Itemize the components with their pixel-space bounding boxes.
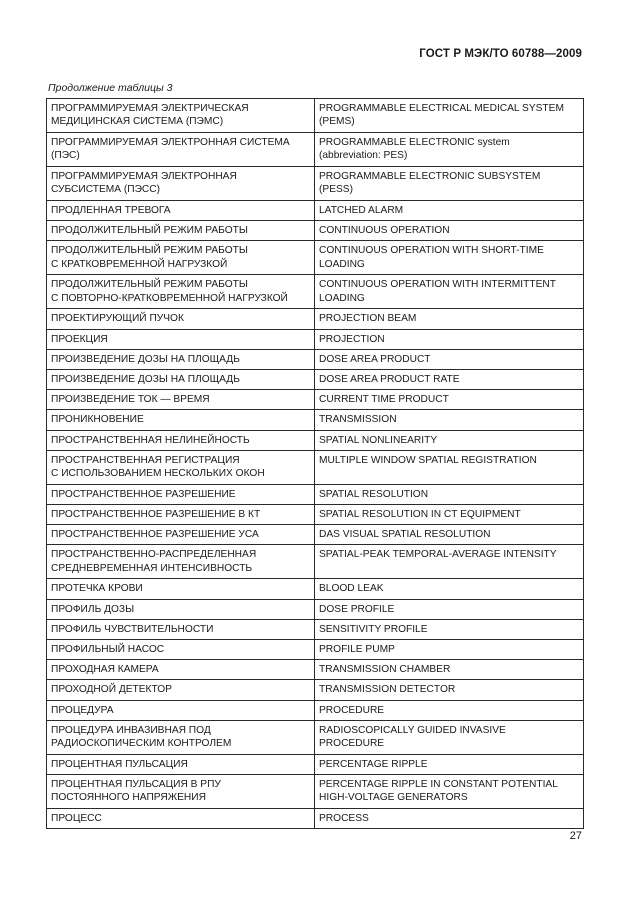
- term-en-cell: DOSE PROFILE: [315, 599, 584, 619]
- table-row: [47, 241, 584, 275]
- term-en-cell: PROGRAMMABLE ELECTRONIC system (abbreviation: PES): [315, 133, 584, 167]
- table-row: [47, 167, 584, 201]
- term-ru-cell: ПРОЦЕНТНАЯ ПУЛЬСАЦИЯ: [47, 754, 315, 774]
- term-ru-cell: ПРОГРАММИРУЕМАЯ ЭЛЕКТРОННАЯ СИСТЕМА (ПЭС): [47, 133, 315, 167]
- term-ru-cell: ПРОФИЛЬ ДОЗЫ: [47, 599, 315, 619]
- table-row: [47, 505, 584, 525]
- table-row: [47, 545, 584, 579]
- terms-table-body: [47, 99, 584, 829]
- term-ru-cell: ПРОДОЛЖИТЕЛЬНЫЙ РЕЖИМ РАБОТЫ С КРАТКОВРЕМЕННОЙ НАГРУЗКОЙ: [47, 241, 315, 275]
- table-row: [47, 99, 584, 133]
- term-ru-cell: ПРОЦЕСС: [47, 809, 315, 829]
- term-ru-cell: ПРОИЗВЕДЕНИЕ ДОЗЫ НА ПЛОЩАДЬ: [47, 349, 315, 369]
- term-ru-cell: ПРОТЕЧКА КРОВИ: [47, 579, 315, 599]
- term-ru-cell: ПРОНИКНОВЕНИЕ: [47, 410, 315, 430]
- table-caption: Продолжение таблицы 3: [48, 82, 173, 94]
- term-ru-cell: ПРОЦЕДУРА ИНВАЗИВНАЯ ПОД РАДИОСКОПИЧЕСКИМ КОНТРОЛЕМ: [47, 720, 315, 754]
- term-en-cell: TRANSMISSION CHAMBER: [315, 660, 584, 680]
- table-row: [47, 275, 584, 309]
- table-row: [47, 680, 584, 700]
- term-en-cell: PERCENTAGE RIPPLE: [315, 754, 584, 774]
- term-en-cell: SPATIAL RESOLUTION IN CT EQUIPMENT: [315, 505, 584, 525]
- term-ru-cell: ПРОХОДНАЯ КАМЕРА: [47, 660, 315, 680]
- term-ru-cell: ПРОСТРАНСТВЕННОЕ РАЗРЕШЕНИЕ В КТ: [47, 505, 315, 525]
- term-en-cell: SPATIAL NONLINEARITY: [315, 430, 584, 450]
- table-row: [47, 450, 584, 484]
- term-en-cell: PERCENTAGE RIPPLE IN CONSTANT POTENTIAL HIGH-VOLTAGE GENERATORS: [315, 775, 584, 809]
- term-ru-cell: ПРОХОДНОЙ ДЕТЕКТОР: [47, 680, 315, 700]
- term-en-cell: CONTINUOUS OPERATION: [315, 221, 584, 241]
- table-row: [47, 579, 584, 599]
- term-ru-cell: ПРОФИЛЬНЫЙ НАСОС: [47, 640, 315, 660]
- term-ru-cell: ПРОИЗВЕДЕНИЕ ТОК — ВРЕМЯ: [47, 390, 315, 410]
- term-en-cell: PROJECTION: [315, 329, 584, 349]
- term-en-cell: SENSITIVITY PROFILE: [315, 619, 584, 639]
- term-ru-cell: ПРОЕКТИРУЮЩИЙ ПУЧОК: [47, 309, 315, 329]
- page-number: 27: [569, 830, 582, 842]
- term-en-cell: DOSE AREA PRODUCT: [315, 349, 584, 369]
- term-en-cell: CURRENT TIME PRODUCT: [315, 390, 584, 410]
- term-ru-cell: ПРОЦЕДУРА: [47, 700, 315, 720]
- table-row: [47, 430, 584, 450]
- table-row: [47, 754, 584, 774]
- term-en-cell: MULTIPLE WINDOW SPATIAL REGISTRATION: [315, 450, 584, 484]
- term-en-cell: CONTINUOUS OPERATION WITH SHORT-TIME LOADING: [315, 241, 584, 275]
- term-en-cell: PROJECTION BEAM: [315, 309, 584, 329]
- term-ru-cell: ПРОДОЛЖИТЕЛЬНЫЙ РЕЖИМ РАБОТЫ: [47, 221, 315, 241]
- term-ru-cell: ПРОГРАММИРУЕМАЯ ЭЛЕКТРИЧЕСКАЯ МЕДИЦИНСКАЯ СИСТЕМА (ПЭМС): [47, 99, 315, 133]
- document-code: ГОСТ Р МЭК/ТО 60788—2009: [419, 48, 582, 60]
- term-ru-cell: ПРОЕКЦИЯ: [47, 329, 315, 349]
- table-row: [47, 599, 584, 619]
- term-en-cell: RADIOSCOPICALLY GUIDED INVASIVE PROCEDURE: [315, 720, 584, 754]
- term-en-cell: DAS VISUAL SPATIAL RESOLUTION: [315, 525, 584, 545]
- term-en-cell: PROCEDURE: [315, 700, 584, 720]
- table-row: [47, 410, 584, 430]
- table-row: [47, 640, 584, 660]
- table-row: [47, 700, 584, 720]
- term-en-cell: TRANSMISSION: [315, 410, 584, 430]
- term-en-cell: PROFILE PUMP: [315, 640, 584, 660]
- table-row: [47, 221, 584, 241]
- table-row: [47, 619, 584, 639]
- term-ru-cell: ПРОГРАММИРУЕМАЯ ЭЛЕКТРОННАЯ СУБСИСТЕМА (ПЭСС): [47, 167, 315, 201]
- table-row: [47, 390, 584, 410]
- table-row: [47, 370, 584, 390]
- terms-table: [46, 98, 584, 829]
- table-row: [47, 349, 584, 369]
- term-en-cell: PROCESS: [315, 809, 584, 829]
- table-row: [47, 809, 584, 829]
- term-ru-cell: ПРОФИЛЬ ЧУВСТВИТЕЛЬНОСТИ: [47, 619, 315, 639]
- table-row: [47, 133, 584, 167]
- table-row: [47, 775, 584, 809]
- table-row: [47, 484, 584, 504]
- term-ru-cell: ПРОИЗВЕДЕНИЕ ДОЗЫ НА ПЛОЩАДЬ: [47, 370, 315, 390]
- table-row: [47, 201, 584, 221]
- table-row: [47, 525, 584, 545]
- term-ru-cell: ПРОСТРАНСТВЕННАЯ НЕЛИНЕЙНОСТЬ: [47, 430, 315, 450]
- term-ru-cell: ПРОДЛЕННАЯ ТРЕВОГА: [47, 201, 315, 221]
- term-ru-cell: ПРОЦЕНТНАЯ ПУЛЬСАЦИЯ В РПУ ПОСТОЯННОГО НАПРЯЖЕНИЯ: [47, 775, 315, 809]
- term-ru-cell: ПРОСТРАНСТВЕННОЕ РАЗРЕШЕНИЕ: [47, 484, 315, 504]
- term-en-cell: TRANSMISSION DETECTOR: [315, 680, 584, 700]
- term-en-cell: LATCHED ALARM: [315, 201, 584, 221]
- table-row: [47, 329, 584, 349]
- term-ru-cell: ПРОСТРАНСТВЕННАЯ РЕГИСТРАЦИЯ С ИСПОЛЬЗОВАНИЕМ НЕСКОЛЬКИХ ОКОН: [47, 450, 315, 484]
- term-en-cell: PROGRAMMABLE ELECTRONIC SUBSYSTEM (PESS): [315, 167, 584, 201]
- term-en-cell: BLOOD LEAK: [315, 579, 584, 599]
- table-row: [47, 720, 584, 754]
- term-en-cell: SPATIAL-PEAK TEMPORAL-AVERAGE INTENSITY: [315, 545, 584, 579]
- term-ru-cell: ПРОСТРАНСТВЕННО-РАСПРЕДЕЛЕННАЯ СРЕДНЕВРЕМЕННАЯ ИНТЕНСИВНОСТЬ: [47, 545, 315, 579]
- term-en-cell: CONTINUOUS OPERATION WITH INTERMITTENT LOADING: [315, 275, 584, 309]
- term-en-cell: PROGRAMMABLE ELECTRICAL MEDICAL SYSTEM (PEMS): [315, 99, 584, 133]
- table-row: [47, 309, 584, 329]
- table-row: [47, 660, 584, 680]
- term-ru-cell: ПРОДОЛЖИТЕЛЬНЫЙ РЕЖИМ РАБОТЫ С ПОВТОРНО-КРАТКОВРЕМЕННОЙ НАГРУЗКОЙ: [47, 275, 315, 309]
- term-ru-cell: ПРОСТРАНСТВЕННОЕ РАЗРЕШЕНИЕ УСА: [47, 525, 315, 545]
- term-en-cell: SPATIAL RESOLUTION: [315, 484, 584, 504]
- term-en-cell: DOSE AREA PRODUCT RATE: [315, 370, 584, 390]
